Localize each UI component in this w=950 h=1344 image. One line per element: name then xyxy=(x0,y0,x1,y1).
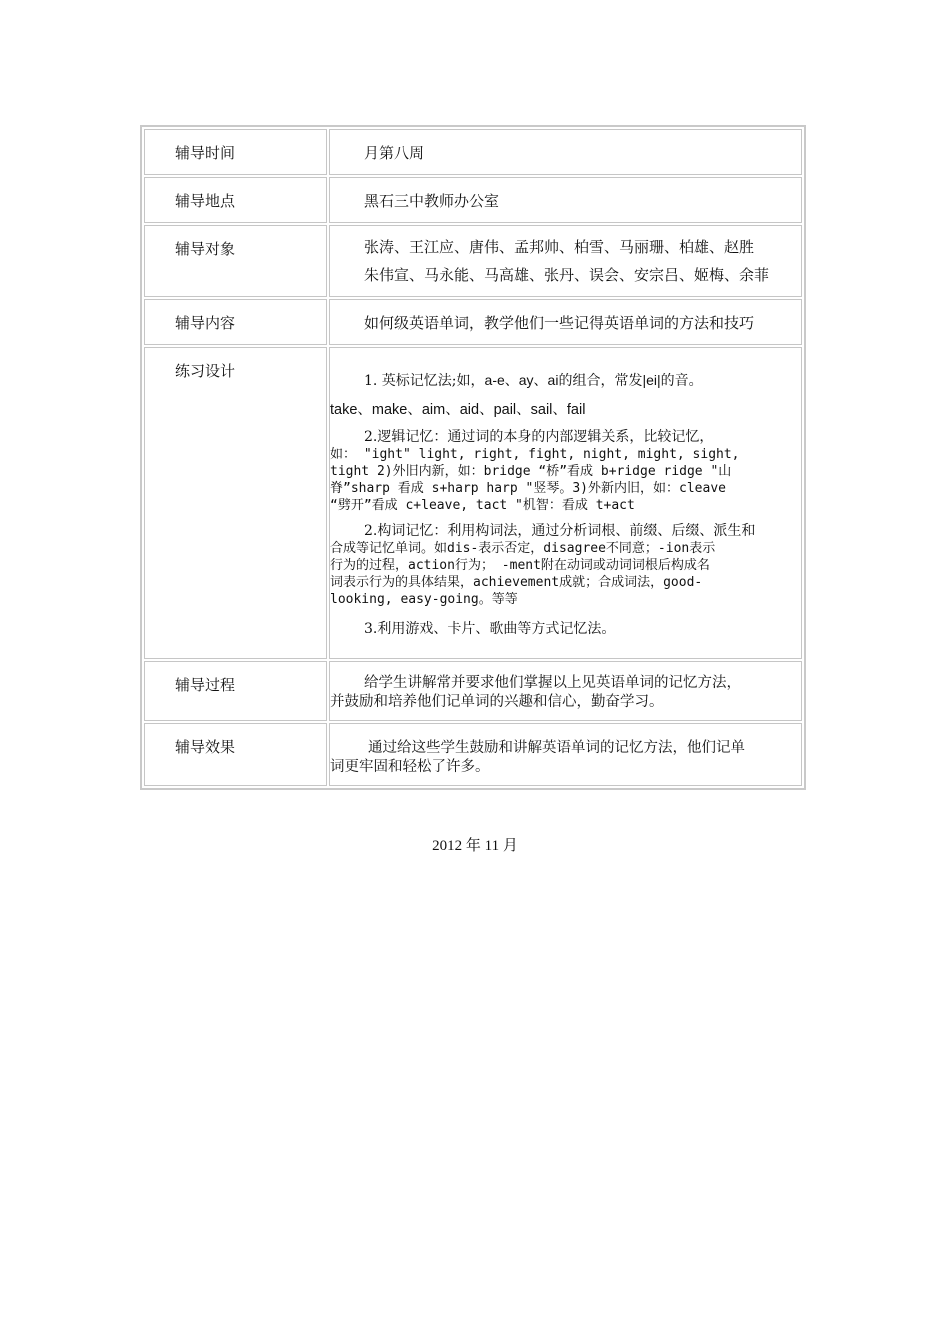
document-date: 2012 年 11 月 xyxy=(432,838,518,854)
design-item-1-a: 1. 英标记忆法;如， xyxy=(364,373,485,389)
design-item-2-line-5: “劈开”看成 c+leave, tact "机智：看成 t+act xyxy=(330,498,635,513)
process-line-1: 给学生讲解常并要求他们掌握以上见英语单词的记忆方法， xyxy=(364,675,741,691)
design-item-3-line-5: looking, easy-going。等等 xyxy=(330,592,518,607)
row-place xyxy=(144,177,802,223)
design-item-3-line-1: 2.构词记忆：利用构词法，通过分析词根、前缀、后缀、派生和 xyxy=(364,523,756,539)
value-target xyxy=(329,225,802,297)
design-item-1-examples: take、make、aim、aid、pail、sail、fail xyxy=(330,402,586,418)
value-design xyxy=(329,347,802,659)
label-content: 辅导内容 xyxy=(144,299,327,345)
design-item-2-line-1: 2.逻辑记忆：通过词的本身的内部逻辑关系，比较记忆， xyxy=(364,429,714,445)
label-process: 辅导过程 xyxy=(144,661,327,721)
place-text: 黑石三中教师办公室 xyxy=(364,192,500,210)
design-item-4: 3.利用游戏、卡片、歌曲等方式记忆法。 xyxy=(364,621,616,637)
target-line-1: 张涛、王江应、唐伟、孟邦帅、柏雪、马丽珊、柏雄、赵胜 xyxy=(364,238,755,256)
row-time xyxy=(144,129,802,175)
design-item-3 xyxy=(330,523,801,608)
design-item-1-e: 的音。 xyxy=(660,373,703,389)
label-effect: 辅导效果 xyxy=(144,723,327,786)
target-line-2: 朱伟宣、马永能、马高雄、张丹、误会、安宗吕、姬梅、余菲 xyxy=(364,266,770,284)
value-process xyxy=(329,661,802,721)
design-item-1-b: a-e、ay、ai xyxy=(484,372,559,388)
label-time: 辅导时间 xyxy=(144,129,327,175)
value-time xyxy=(329,129,802,175)
row-effect xyxy=(144,723,802,786)
row-design xyxy=(144,347,802,659)
label-target: 辅导对象 xyxy=(144,225,327,297)
design-item-3-line-4: 词表示行为的具体结果，achievement成就；合成词法，good- xyxy=(330,575,703,590)
design-item-1-c: 的组合，常发 xyxy=(558,373,643,389)
effect-line-1: 通过给这些学生鼓励和讲解英语单词的记忆方法，他们记单 xyxy=(368,740,745,756)
design-item-2-line-3: tight 2)外旧内新，如：bridge “桥”看成 b+ridge ridge "山 xyxy=(330,464,732,479)
label-design: 练习设计 xyxy=(144,347,327,659)
effect-line-2: 词更牢固和轻松了许多。 xyxy=(330,759,490,775)
value-content xyxy=(329,299,802,345)
tutoring-record-table xyxy=(140,125,806,790)
time-text: 月第八周 xyxy=(364,144,425,162)
value-place xyxy=(329,177,802,223)
label-place: 辅导地点 xyxy=(144,177,327,223)
design-item-2-line-2: 如： "ight" light, right, fight, night, might, sight, xyxy=(330,447,740,462)
row-process xyxy=(144,661,802,721)
record-table xyxy=(142,127,804,788)
design-item-1-d: |ei| xyxy=(642,372,661,388)
value-effect xyxy=(329,723,802,786)
design-item-1 xyxy=(330,370,801,391)
process-line-2: 并鼓励和培养他们记单词的兴趣和信心，勤奋学习。 xyxy=(330,694,664,710)
design-item-2-line-4: 脊”sharp 看成 s+harp harp "竖琴。3)外新内旧，如：cleave xyxy=(330,481,726,496)
row-target xyxy=(144,225,802,297)
content-text: 如何级英语单词，教学他们一些记得英语单词的方法和技巧 xyxy=(364,314,755,332)
design-item-3-line-2: 合成等记忆单词。如dis-表示否定，disagree不同意；-ion表示 xyxy=(330,541,716,556)
design-item-3-line-3: 行为的过程，action行为； -ment附在动词或动词词根后构成名 xyxy=(330,558,710,573)
design-item-2 xyxy=(330,429,801,514)
row-content xyxy=(144,299,802,345)
